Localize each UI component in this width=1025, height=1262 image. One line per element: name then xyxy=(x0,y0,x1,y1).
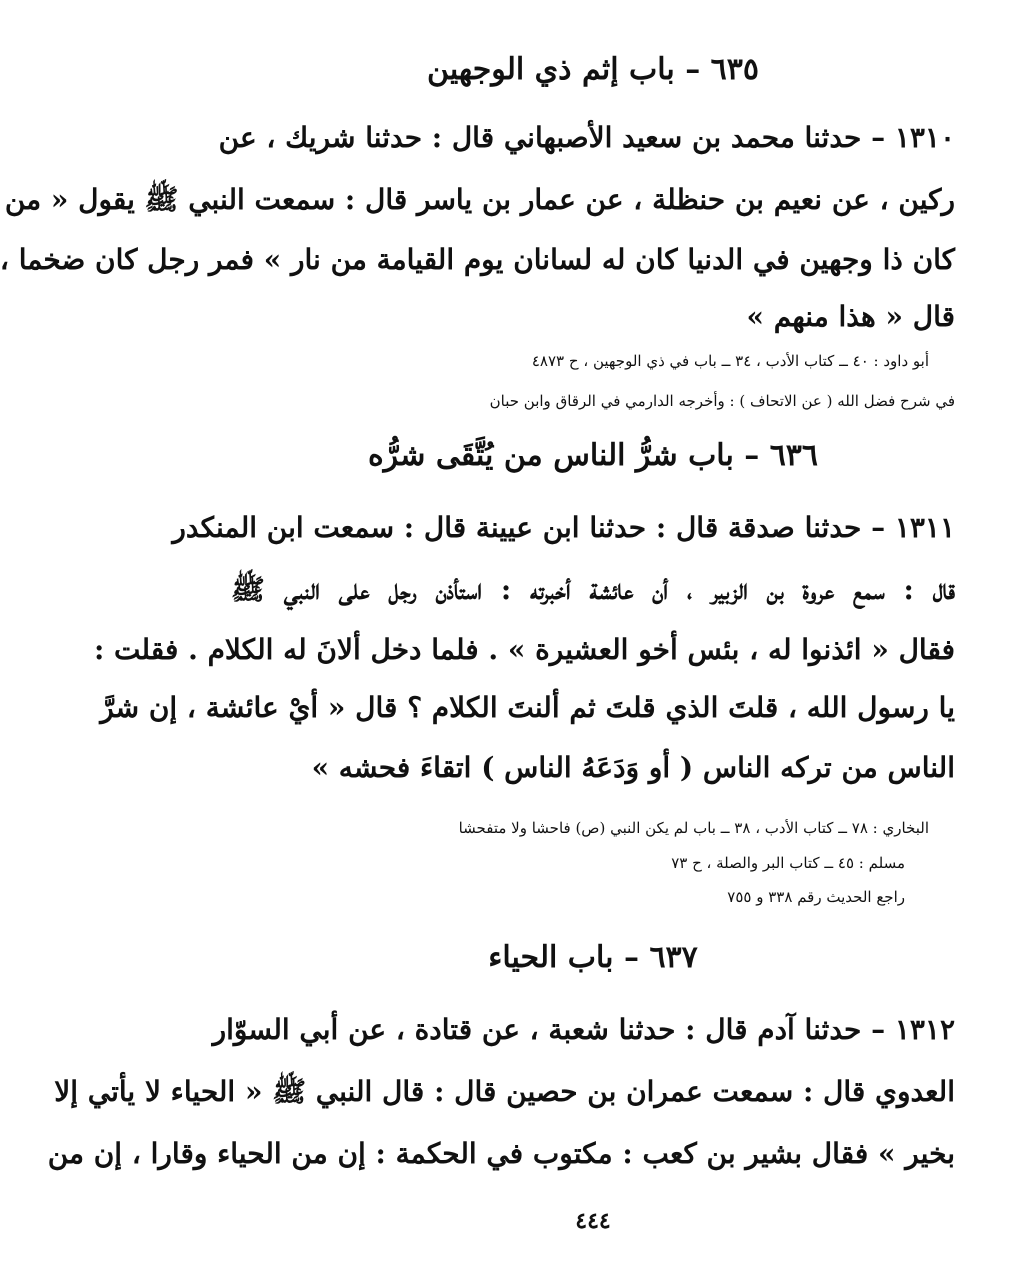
footnote-1310-a: أبو داود : ٤٠ ــ كتاب الأدب ، ٣٤ ــ باب في ذي الوجهين ، ح ٤٨٧٣ xyxy=(531,352,929,370)
hadith-1311-line-2: قال : سمع عروة بن الزبير ، أن عائشة أخبرته : استأذن رجل على النبي ﷺ xyxy=(231,573,955,606)
footnote-1311-b: مسلم : ٤٥ ــ كتاب البر والصلة ، ح ٧٣ xyxy=(671,854,905,872)
hadith-1312-line-2: العدوي قال : سمعت عمران بن حصين قال : قال النبي ﷺ « الحياء لا يأتي إلا xyxy=(54,1075,955,1108)
footnote-1311-a: البخاري : ٧٨ ــ كتاب الأدب ، ٣٨ ــ باب لم يكن النبي (ص) فاحشا ولا متفحشا xyxy=(458,819,929,837)
chapter-heading-635: ٦٣٥ – باب إثم ذي الوجهين xyxy=(426,52,760,87)
footnote-1310-b: في شرح فضل الله ( عن الاتحاف ) : وأخرجه الدارمي في الرقاق وابن حبان xyxy=(489,392,955,410)
hadith-1312-line-3: بخير » فقال بشير بن كعب : مكتوب في الحكمة : إن من الحياء وقارا ، إن من xyxy=(47,1137,955,1170)
hadith-1310-line-2: ركين ، عن نعيم بن حنظلة ، عن عمار بن ياسر قال : سمعت النبي ﷺ يقول « من xyxy=(4,183,955,216)
hadith-1311-line-3: فقال « ائذنوا له ، بئس أخو العشيرة » . فلما دخل ألانَ له الكلام . فقلت : xyxy=(93,633,955,666)
hadith-1312-line-1: ١٣١٢ – حدثنا آدم قال : حدثنا شعبة ، عن قتادة ، عن أبي السوّار xyxy=(212,1013,955,1046)
hadith-1310-line-3: كان ذا وجهين في الدنيا كان له لسانان يوم القيامة من نار » فمر رجل كان ضخما ، xyxy=(0,243,955,276)
footnote-1311-c: راجع الحديث رقم ٣٣٨ و ٧٥٥ xyxy=(727,888,905,906)
page-number: ٤٤٤ xyxy=(575,1208,611,1234)
hadith-1311-line-5: الناس من تركه الناس ( أو وَدَعَهُ الناس ) اتقاءَ فحشه » xyxy=(311,751,955,784)
hadith-1310-line-4: قال « هذا منهم » xyxy=(746,300,955,333)
hadith-1311-line-4: يا رسول الله ، قلتَ الذي قلتَ ثم ألنتَ الكلام ؟ قال « أيْ عائشة ، إن شرَّ xyxy=(100,691,955,724)
chapter-heading-637: ٦٣٧ – باب الحياء xyxy=(488,940,698,975)
hadith-1311-line-1: ١٣١١ – حدثنا صدقة قال : حدثنا ابن عيينة قال : سمعت ابن المنكدر xyxy=(172,511,955,544)
chapter-heading-636: ٦٣٦ – باب شرُّ الناس من يُتَّقَى شرُّه xyxy=(367,438,819,473)
hadith-1310-line-1: ١٣١٠ – حدثنا محمد بن سعيد الأصبهاني قال : حدثنا شريك ، عن xyxy=(218,121,955,154)
